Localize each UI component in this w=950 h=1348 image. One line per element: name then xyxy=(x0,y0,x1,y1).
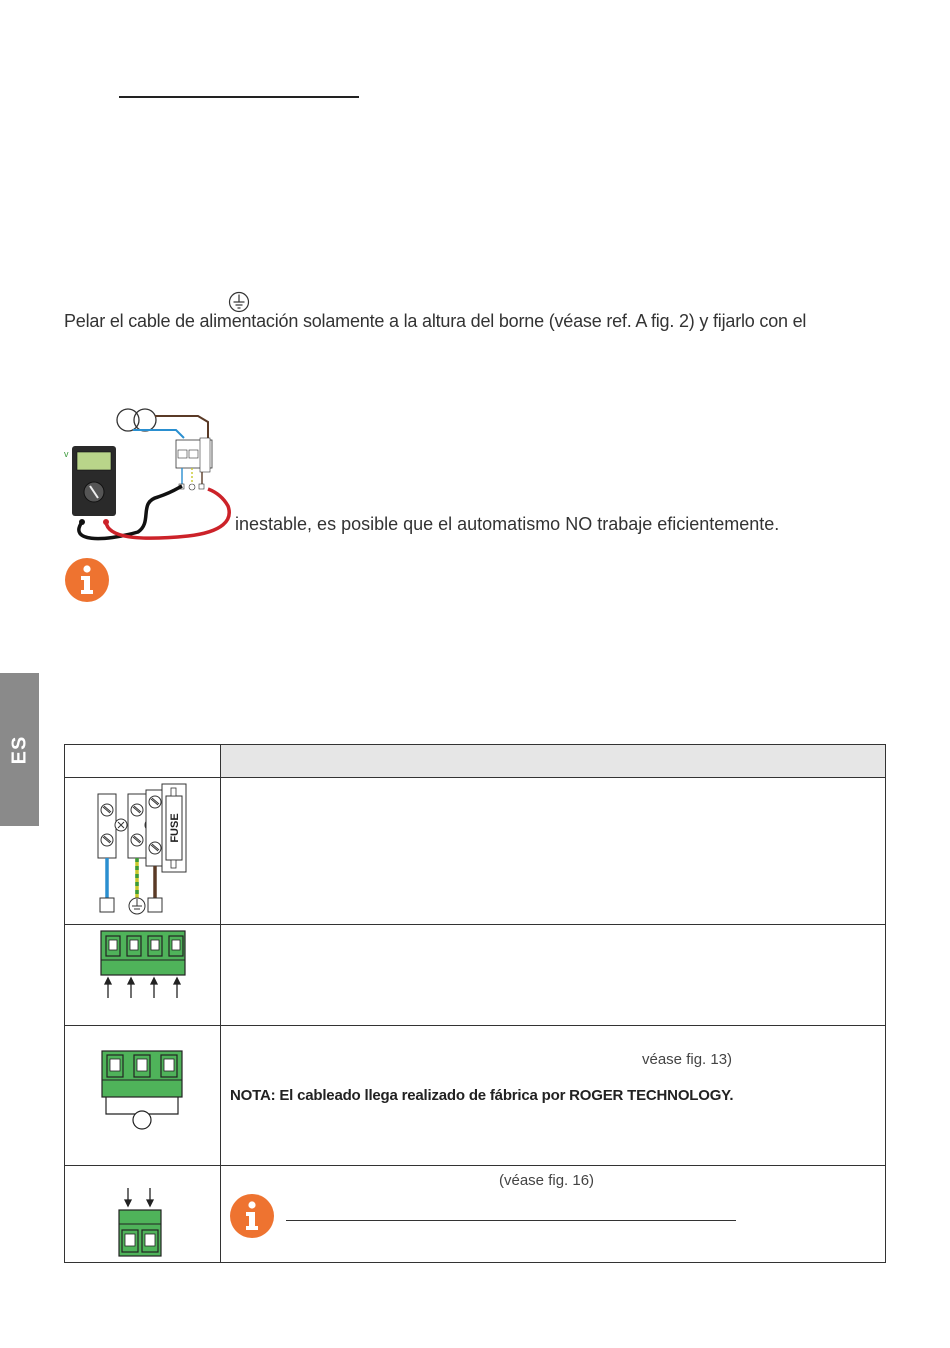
multimeter-icon xyxy=(58,402,248,552)
green-4-pin-connector-icon xyxy=(100,930,188,1000)
svg-text:v: v xyxy=(64,449,69,459)
language-tab xyxy=(0,673,39,826)
connections-table xyxy=(64,744,886,1263)
fuse-label: FUSE xyxy=(169,813,181,843)
green-2-pin-connector-icon xyxy=(116,1188,166,1258)
info-icon xyxy=(229,1193,275,1239)
motor-fig-reference: véase fig. 13) xyxy=(642,1051,733,1068)
text-underline xyxy=(286,1220,736,1221)
heading-underline xyxy=(119,96,359,98)
connector-fig-reference: (véase fig. 16) xyxy=(499,1172,595,1189)
motor-wiring-note: NOTA: El cableado llega realizado de fábrica por ROGER TECHNOLOGY. xyxy=(230,1087,734,1104)
voltage-warning-text: inestable, es posible que el automatismo NO trabaje eficientemente. xyxy=(235,514,780,534)
power-cable-instruction: Pelar el cable de alimentación solamente a la altura del borne (véase ref. A fig. 2) y fijarlo con el xyxy=(64,311,807,331)
earth-symbol-icon xyxy=(228,291,250,313)
power-terminal-block-icon xyxy=(96,782,188,918)
language-tab-label: ES xyxy=(8,735,30,764)
green-3-pin-motor-connector-icon xyxy=(100,1050,186,1132)
info-icon xyxy=(64,557,110,603)
